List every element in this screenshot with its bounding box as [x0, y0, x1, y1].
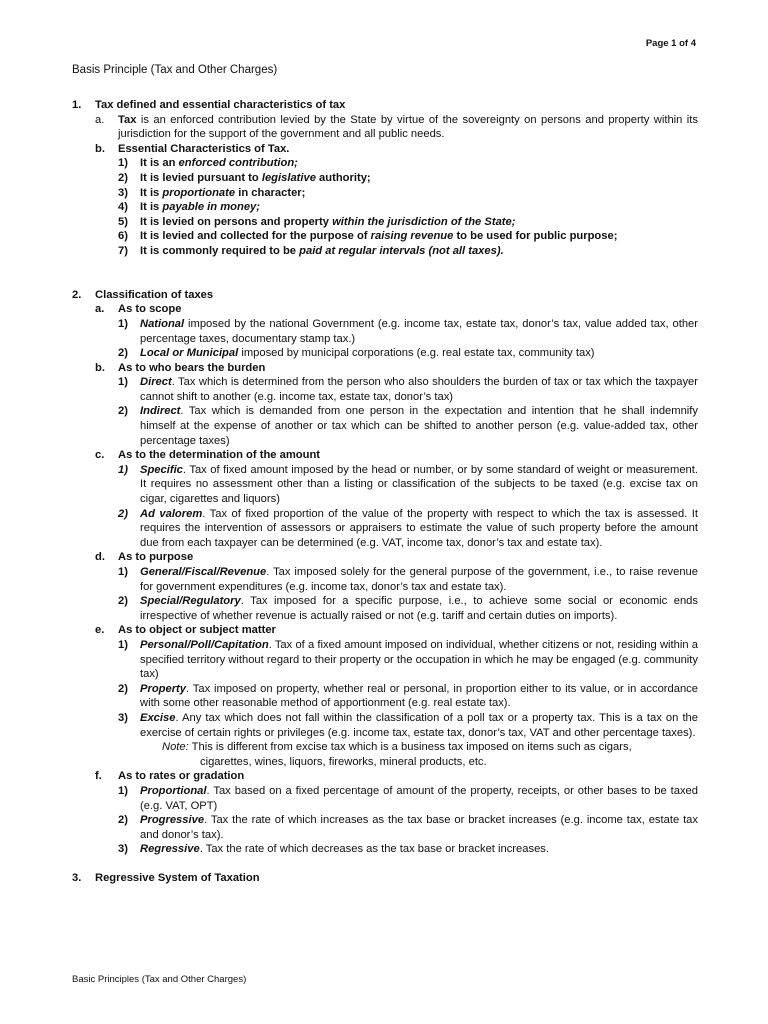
defined-term: Tax — [118, 113, 137, 126]
classification-item: 3) Regressive. Tax the rate of which decreases as the tax base or bracket increases. — [118, 843, 549, 856]
classification-item: 3) Excise. Any tax which does not fall within the classification of a poll tax or a property tax. This is a tax on the exercise of certain rights or privileges (e.g. income tax, estate tax, donor’s tax, VAT and other percentage taxes). — [118, 711, 698, 739]
page-footer: Basic Principles (Tax and Other Charges) — [72, 974, 247, 985]
classification-item: 2) Special/Regulatory. Tax imposed for a specific purpose, i.e., to achieve some social or economic ends irrespective of whether revenue is actually raised or not (e.g. tariff and certain duties on imports). — [118, 595, 698, 622]
subsection-heading: c. As to the determination of the amount — [95, 449, 320, 462]
section-1a — [72, 113, 698, 142]
item-letter: a. — [95, 113, 105, 126]
classification-item: 1) Personal/Poll/Capitation. Tax of a fixed amount imposed on individual, whether citizens or not, residing within a specified territory without regard to their property or the occupation in which he may be engaged (e.g. community tax) — [118, 638, 698, 681]
classification-item: 2) Property. Tax imposed on property, whether real or personal, in proportion either to its value, or in accordance with some other reasonable method of apportionment (e.g. real estate tax). — [118, 682, 698, 710]
subsection-heading: a. As to scope — [95, 303, 182, 316]
classification-item: 1) Proportional. Tax based on a fixed percentage of amount of the property, receipts, or other bases to be taxed (e.g. VAT, OPT) — [118, 784, 698, 812]
section-number: 2. — [72, 288, 82, 301]
classification-item: 1) Direct. Tax which is determined from the person who also shoulders the burden of tax or tax which the taxpayer cannot shift to another (e.g. income tax, estate tax, donor’s tax) — [118, 376, 698, 403]
section-2-heading — [72, 288, 698, 303]
section-1b-heading — [72, 142, 698, 157]
classification-item: 1) Specific. Tax of fixed amount imposed by the head or number, or by some standard of weight or measurement. It requires no assessment other than a listing or classification of the subjects to be taxed (e.g. excise tax on cigar, cigarettes and liquors) — [118, 463, 698, 506]
section-number: 1. — [72, 99, 82, 111]
section-title: Tax defined and essential characteristics of tax — [95, 99, 346, 111]
classification-item: 2) Ad valorem. Tax of fixed proportion of the value of the property with respect to which the tax is assessed. It requires the intervention of assessors or appraisers to estimate the value of such property before the amount due from each taxpayer can be determined (e.g. VAT, income tax, donor’s tax and estate tax). — [118, 507, 698, 549]
section-number: 3. — [72, 872, 82, 885]
characteristic-item: 5) It is levied on persons and property within the jurisdiction of the State; — [118, 215, 516, 228]
subsection-heading: b. As to who bears the burden — [95, 361, 266, 374]
excise-note — [72, 740, 698, 769]
section-1-heading — [72, 98, 698, 113]
note-label: Note: — [162, 741, 189, 754]
classification-item: 2) Indirect. Tax which is demanded from one person in the expectation and intention that he shall indemnify himself at the expense of another or tax which can be shifted to another person (e.g. value-added tax, other percentage taxes) — [118, 405, 698, 447]
note-text-continued: cigarettes, wines, liquors, fireworks, mineral products, etc. — [200, 755, 487, 768]
document-body — [72, 98, 698, 886]
note-text: This is different from excise tax which is a business tax imposed on items such as cigars, — [188, 741, 632, 754]
characteristic-item: 4) It is payable in money; — [118, 201, 260, 214]
characteristic-item: 2) It is levied pursuant to legislative authority; — [118, 171, 371, 184]
page-number: Page 1 of 4 — [645, 38, 696, 49]
subsection-heading: d. As to purpose — [95, 551, 194, 564]
characteristic-item: 7) It is commonly required to be paid at regular intervals (not all taxes). — [118, 244, 504, 257]
subsection-heading: f. As to rates or gradation — [95, 770, 245, 783]
characteristic-item: 1) It is an enforced contribution; — [118, 157, 298, 170]
characteristic-item: 3) It is proportionate in character; — [118, 186, 306, 199]
definition-text: is an enforced contribution levied by the State by virtue of the sovereignty on persons and property within its jurisdiction for the support of the government and all public needs. — [118, 113, 698, 141]
document-title: Basis Principle (Tax and Other Charges) — [72, 64, 278, 76]
classification-item: 1) General/Fiscal/Revenue. Tax imposed solely for the general purpose of the government, i.e., to raise revenue for government expenditures (e.g. income tax, donor’s tax and estate tax). — [118, 566, 698, 593]
item-letter: b. — [95, 142, 105, 155]
section-3-heading — [72, 871, 698, 886]
section-title: Regressive System of Taxation — [95, 872, 260, 885]
characteristic-item: 6) It is levied and collected for the purpose of raising revenue to be used for public purpose; — [118, 230, 618, 243]
item-heading: Essential Characteristics of Tax. — [118, 142, 290, 155]
classification-item: 2) Local or Municipal imposed by municipal corporations (e.g. real estate tax, community tax) — [118, 347, 595, 360]
section-title: Classification of taxes — [95, 288, 214, 301]
classification-item: 2) Progressive. Tax the rate of which increases as the tax base or bracket increases (e.g. income tax, estate tax and donor’s tax). — [118, 814, 698, 841]
subsection-heading: e. As to object or subject matter — [95, 624, 276, 637]
classification-item: 1) National imposed by the national Government (e.g. income tax, estate tax, donor’s tax, value added tax, other percentage taxes, documentary stamp tax.) — [118, 317, 698, 345]
